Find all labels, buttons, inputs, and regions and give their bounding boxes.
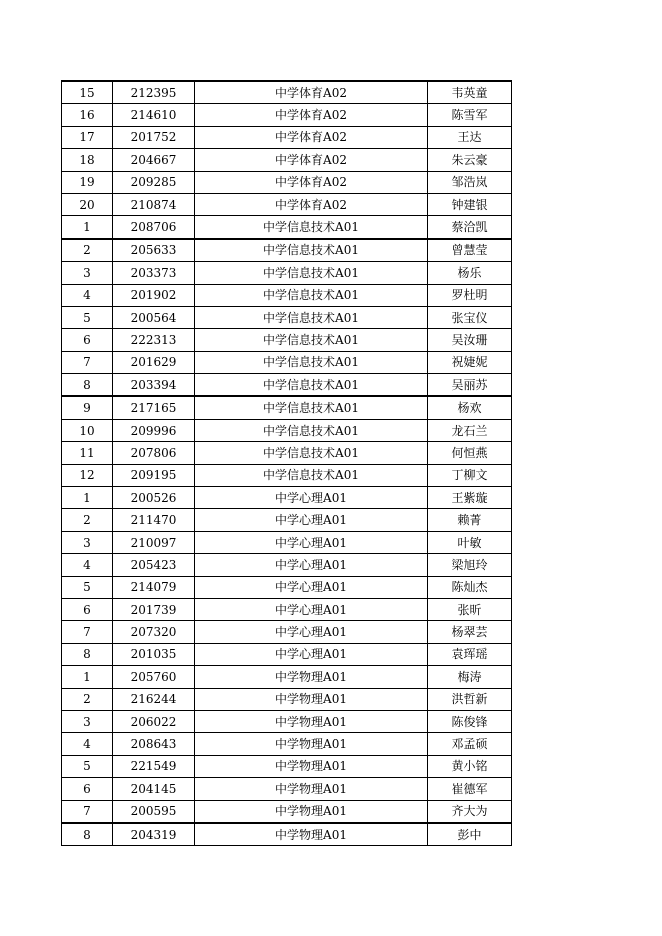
- candidate-id-cell: 206022: [113, 710, 195, 732]
- row-number-cell: 20: [62, 193, 113, 215]
- position-cell: 中学信息技术A01: [195, 351, 428, 373]
- row-number-cell: 6: [62, 598, 113, 620]
- position-cell: 中学信息技术A01: [195, 419, 428, 441]
- name-cell: 叶敏: [428, 531, 512, 553]
- candidate-id-cell: 209996: [113, 419, 195, 441]
- name-cell: 王达: [428, 126, 512, 148]
- table-row: [62, 688, 512, 710]
- row-number-cell: 5: [62, 755, 113, 777]
- table-row: [62, 239, 512, 262]
- table-row: [62, 755, 512, 777]
- candidate-id-cell: 209195: [113, 464, 195, 486]
- position-cell: 中学信息技术A01: [195, 216, 428, 239]
- name-cell: 杨翠芸: [428, 621, 512, 643]
- row-number-cell: 4: [62, 733, 113, 755]
- name-cell: 王紫璇: [428, 487, 512, 509]
- position-cell: 中学体育A02: [195, 126, 428, 148]
- table-row: [62, 419, 512, 441]
- position-cell: 中学信息技术A01: [195, 306, 428, 328]
- name-cell: 彭中: [428, 823, 512, 846]
- table-row: [62, 149, 512, 171]
- name-cell: 丁柳文: [428, 464, 512, 486]
- row-number-cell: 8: [62, 823, 113, 846]
- candidate-id-cell: 207806: [113, 442, 195, 464]
- row-number-cell: 9: [62, 396, 113, 419]
- table-row: [62, 823, 512, 846]
- name-cell: 祝婕妮: [428, 351, 512, 373]
- candidate-id-cell: 204145: [113, 778, 195, 800]
- table-row: [62, 554, 512, 576]
- row-number-cell: 3: [62, 262, 113, 284]
- table-row: [62, 531, 512, 553]
- name-cell: 曾慧莹: [428, 239, 512, 262]
- position-cell: 中学体育A02: [195, 81, 428, 104]
- position-cell: 中学信息技术A01: [195, 464, 428, 486]
- position-cell: 中学体育A02: [195, 193, 428, 215]
- position-cell: 中学体育A02: [195, 171, 428, 193]
- table-row: [62, 193, 512, 215]
- table-row: [62, 643, 512, 665]
- position-cell: 中学信息技术A01: [195, 396, 428, 419]
- row-number-cell: 6: [62, 329, 113, 351]
- candidate-id-cell: 214610: [113, 104, 195, 126]
- candidate-id-cell: 211470: [113, 509, 195, 531]
- table-row: [62, 710, 512, 732]
- position-cell: 中学心理A01: [195, 598, 428, 620]
- name-cell: 罗杜明: [428, 284, 512, 306]
- name-cell: 韦英童: [428, 81, 512, 104]
- candidate-id-cell: 200595: [113, 800, 195, 823]
- position-cell: 中学心理A01: [195, 576, 428, 598]
- table-row: [62, 733, 512, 755]
- name-cell: 蔡洽凯: [428, 216, 512, 239]
- position-cell: 中学物理A01: [195, 800, 428, 823]
- row-number-cell: 3: [62, 531, 113, 553]
- candidate-id-cell: 200564: [113, 306, 195, 328]
- row-number-cell: 16: [62, 104, 113, 126]
- name-cell: 陈灿杰: [428, 576, 512, 598]
- table-row: [62, 598, 512, 620]
- table-row: [62, 442, 512, 464]
- row-number-cell: 6: [62, 778, 113, 800]
- position-cell: 中学物理A01: [195, 688, 428, 710]
- row-number-cell: 2: [62, 239, 113, 262]
- table-row: [62, 329, 512, 351]
- table-row: [62, 487, 512, 509]
- table-row: [62, 464, 512, 486]
- name-cell: 陈俊锋: [428, 710, 512, 732]
- table-row: [62, 126, 512, 148]
- row-number-cell: 11: [62, 442, 113, 464]
- candidate-id-cell: 203394: [113, 374, 195, 397]
- name-cell: 梁旭玲: [428, 554, 512, 576]
- row-number-cell: 5: [62, 306, 113, 328]
- name-cell: 朱云豪: [428, 149, 512, 171]
- row-number-cell: 7: [62, 621, 113, 643]
- name-cell: 齐大为: [428, 800, 512, 823]
- row-number-cell: 7: [62, 800, 113, 823]
- table-row: [62, 778, 512, 800]
- row-number-cell: 15: [62, 81, 113, 104]
- candidate-id-cell: 221549: [113, 755, 195, 777]
- name-cell: 钟建银: [428, 193, 512, 215]
- name-cell: 吴汝珊: [428, 329, 512, 351]
- candidate-id-cell: 214079: [113, 576, 195, 598]
- candidate-id-cell: 205423: [113, 554, 195, 576]
- candidate-id-cell: 216244: [113, 688, 195, 710]
- row-number-cell: 1: [62, 216, 113, 239]
- row-number-cell: 10: [62, 419, 113, 441]
- table-row: [62, 81, 512, 104]
- name-cell: 张昕: [428, 598, 512, 620]
- candidate-id-cell: 201629: [113, 351, 195, 373]
- spreadsheet: [61, 80, 511, 846]
- table-row: [62, 666, 512, 688]
- candidate-id-cell: 204319: [113, 823, 195, 846]
- table-body: [62, 81, 512, 846]
- table-row: [62, 396, 512, 419]
- position-cell: 中学心理A01: [195, 621, 428, 643]
- candidate-id-cell: 201752: [113, 126, 195, 148]
- name-cell: 吴丽苏: [428, 374, 512, 397]
- position-cell: 中学心理A01: [195, 487, 428, 509]
- candidate-id-cell: 204667: [113, 149, 195, 171]
- row-number-cell: 17: [62, 126, 113, 148]
- row-number-cell: 8: [62, 643, 113, 665]
- row-number-cell: 8: [62, 374, 113, 397]
- candidate-id-cell: 205633: [113, 239, 195, 262]
- candidate-id-cell: 200526: [113, 487, 195, 509]
- row-number-cell: 2: [62, 688, 113, 710]
- name-cell: 袁珲瑶: [428, 643, 512, 665]
- candidate-id-cell: 205760: [113, 666, 195, 688]
- row-number-cell: 12: [62, 464, 113, 486]
- candidate-id-cell: 201739: [113, 598, 195, 620]
- position-cell: 中学物理A01: [195, 710, 428, 732]
- candidate-id-cell: 201902: [113, 284, 195, 306]
- position-cell: 中学体育A02: [195, 149, 428, 171]
- name-cell: 张宝仪: [428, 306, 512, 328]
- candidate-id-cell: 209285: [113, 171, 195, 193]
- candidate-id-cell: 203373: [113, 262, 195, 284]
- name-cell: 龙石兰: [428, 419, 512, 441]
- position-cell: 中学物理A01: [195, 755, 428, 777]
- position-cell: 中学信息技术A01: [195, 442, 428, 464]
- table-row: [62, 284, 512, 306]
- name-cell: 洪哲新: [428, 688, 512, 710]
- name-cell: 崔德军: [428, 778, 512, 800]
- table-row: [62, 374, 512, 397]
- table-row: [62, 351, 512, 373]
- position-cell: 中学信息技术A01: [195, 329, 428, 351]
- row-number-cell: 19: [62, 171, 113, 193]
- position-cell: 中学信息技术A01: [195, 239, 428, 262]
- candidate-id-cell: 208643: [113, 733, 195, 755]
- name-cell: 赖菁: [428, 509, 512, 531]
- name-cell: 梅涛: [428, 666, 512, 688]
- position-cell: 中学心理A01: [195, 643, 428, 665]
- table-row: [62, 576, 512, 598]
- row-number-cell: 5: [62, 576, 113, 598]
- candidate-id-cell: 222313: [113, 329, 195, 351]
- name-cell: 邓孟硕: [428, 733, 512, 755]
- row-number-cell: 1: [62, 487, 113, 509]
- candidate-id-cell: 201035: [113, 643, 195, 665]
- position-cell: 中学心理A01: [195, 531, 428, 553]
- table-row: [62, 800, 512, 823]
- position-cell: 中学物理A01: [195, 778, 428, 800]
- row-number-cell: 1: [62, 666, 113, 688]
- row-number-cell: 4: [62, 554, 113, 576]
- candidate-id-cell: 217165: [113, 396, 195, 419]
- position-cell: 中学心理A01: [195, 554, 428, 576]
- table-row: [62, 509, 512, 531]
- score-table: [61, 80, 512, 846]
- row-number-cell: 18: [62, 149, 113, 171]
- name-cell: 陈雪军: [428, 104, 512, 126]
- name-cell: 杨欢: [428, 396, 512, 419]
- position-cell: 中学物理A01: [195, 733, 428, 755]
- candidate-id-cell: 207320: [113, 621, 195, 643]
- table-row: [62, 216, 512, 239]
- candidate-id-cell: 212395: [113, 81, 195, 104]
- name-cell: 邹浩岚: [428, 171, 512, 193]
- position-cell: 中学体育A02: [195, 104, 428, 126]
- name-cell: 何恒燕: [428, 442, 512, 464]
- table-row: [62, 306, 512, 328]
- row-number-cell: 4: [62, 284, 113, 306]
- name-cell: 黄小铭: [428, 755, 512, 777]
- position-cell: 中学心理A01: [195, 509, 428, 531]
- row-number-cell: 7: [62, 351, 113, 373]
- row-number-cell: 3: [62, 710, 113, 732]
- name-cell: 杨乐: [428, 262, 512, 284]
- position-cell: 中学信息技术A01: [195, 262, 428, 284]
- table-row: [62, 104, 512, 126]
- position-cell: 中学信息技术A01: [195, 284, 428, 306]
- candidate-id-cell: 210097: [113, 531, 195, 553]
- table-row: [62, 171, 512, 193]
- candidate-id-cell: 208706: [113, 216, 195, 239]
- candidate-id-cell: 210874: [113, 193, 195, 215]
- row-number-cell: 2: [62, 509, 113, 531]
- table-row: [62, 621, 512, 643]
- table-row: [62, 262, 512, 284]
- position-cell: 中学物理A01: [195, 823, 428, 846]
- position-cell: 中学信息技术A01: [195, 374, 428, 397]
- position-cell: 中学物理A01: [195, 666, 428, 688]
